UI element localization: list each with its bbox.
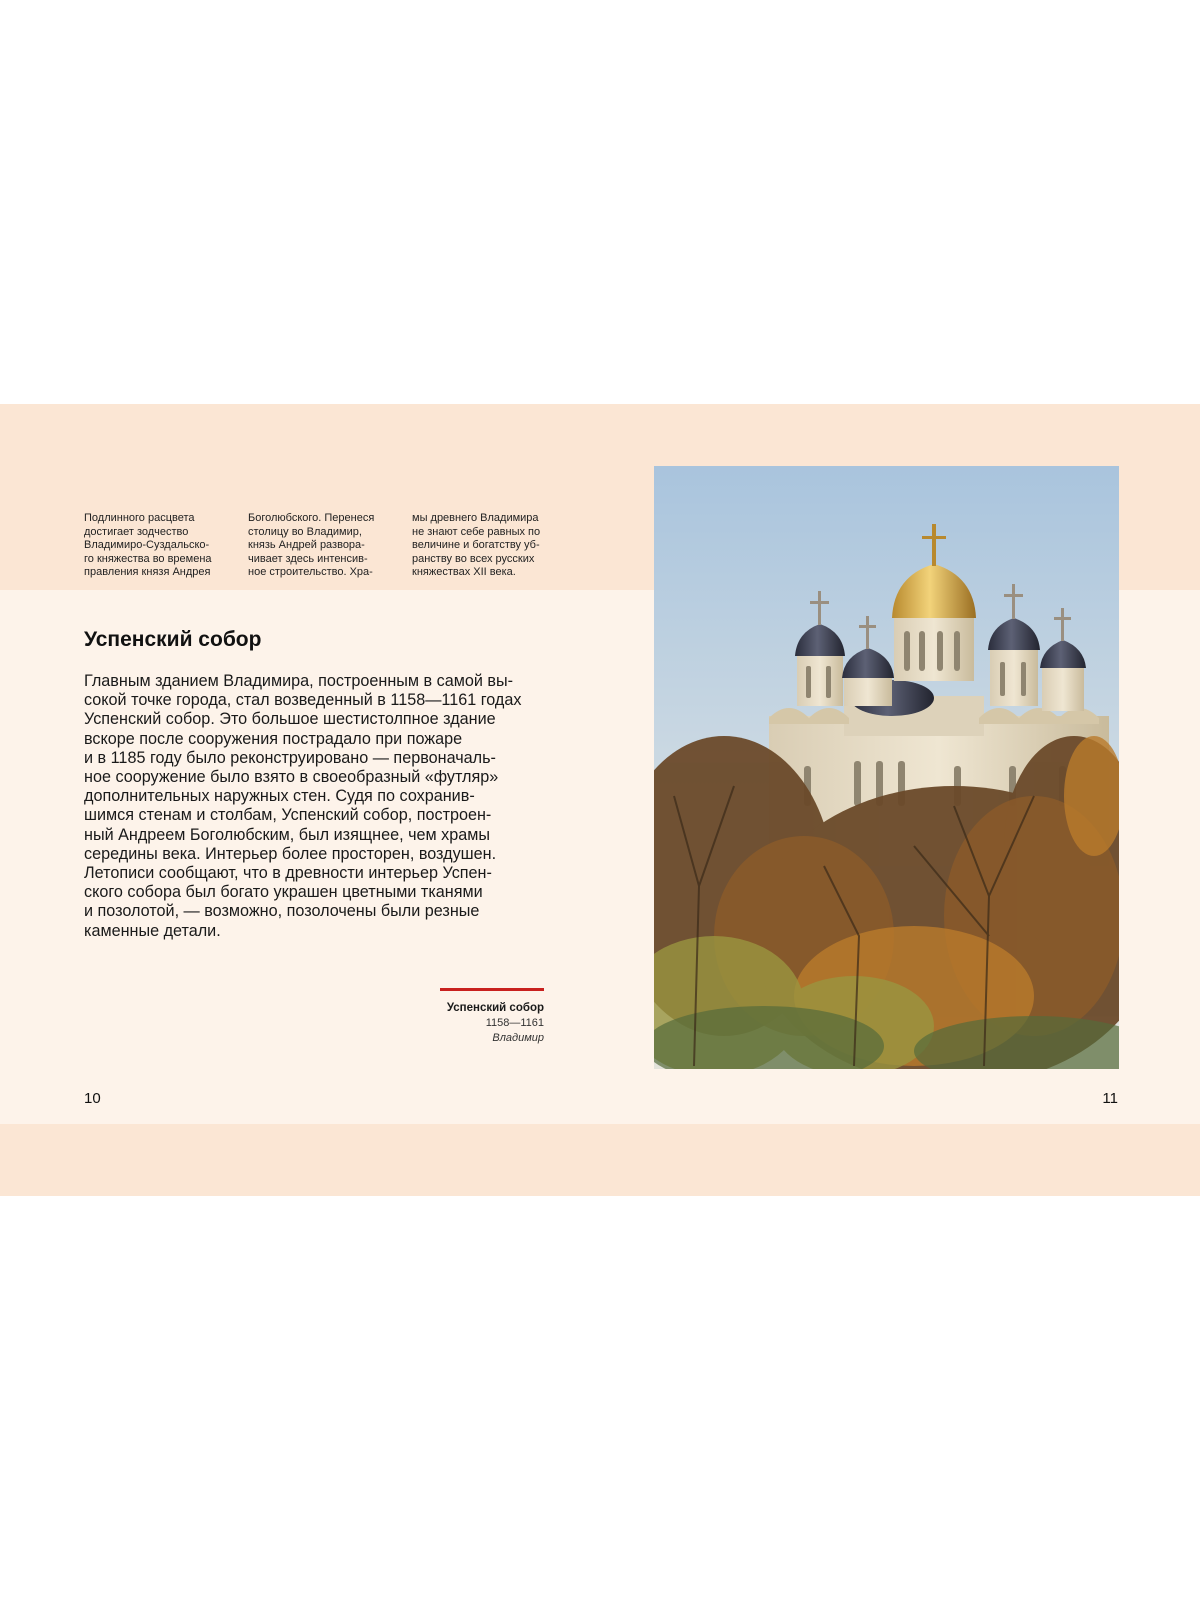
page-number-right: 11: [1102, 1090, 1118, 1107]
book-spread: [0, 404, 1200, 1196]
caption-rule: [440, 988, 544, 991]
page-number-left: 10: [84, 1090, 101, 1107]
caption-place: Владимир: [492, 1032, 544, 1044]
intro-column-3: мы древнего Владимира не знают себе равных по величине и богатству уб- ранству во всех русских княжествах XII века.: [412, 512, 541, 578]
photo-caption: [440, 988, 544, 1046]
intro-column-2: Боголюбского. Перенеся столицу во Владимир, князь Андрей развора- чивает здесь интенсив- ное строительство. Хра-: [248, 512, 375, 578]
intro-columns: [84, 512, 554, 580]
caption-title: Успенский собор: [446, 1002, 544, 1014]
cathedral-photo: [654, 466, 1119, 1069]
caption-years: 1158—1161: [485, 1017, 544, 1029]
article-body: Главным зданием Владимира, построенным в самой вы- сокой точке города, стал возведенный в 1158—1161 годах Успенский собор. Это большое шестистолпное здание вскоре после сооружения пострадало при пожаре и в 1185 году было реконструировано — первоначаль- ное сооружение было взято в своеобразный «футляр» дополнительных наружных стен. Судя по сохранив- шимся стенам и столбам, Успенский собор, построен- ный Андреем Боголюбским, был изящнее, чем храмы середины века. Интерьер более просторен, воздушен. Летописи сообщают, что в древности интерьер Успен- ского собора был богато украшен цветными тканями и позолотой, — возможно, позолочены были резные каменные детали.: [84, 672, 522, 940]
intro-column-1: Подлинного расцвета достигает зодчество Владимиро-Суздальско- го княжества во времена правления князя Андрея: [84, 512, 212, 578]
bottom-band: [0, 1124, 1200, 1196]
article-title: Успенский собор: [84, 628, 262, 651]
